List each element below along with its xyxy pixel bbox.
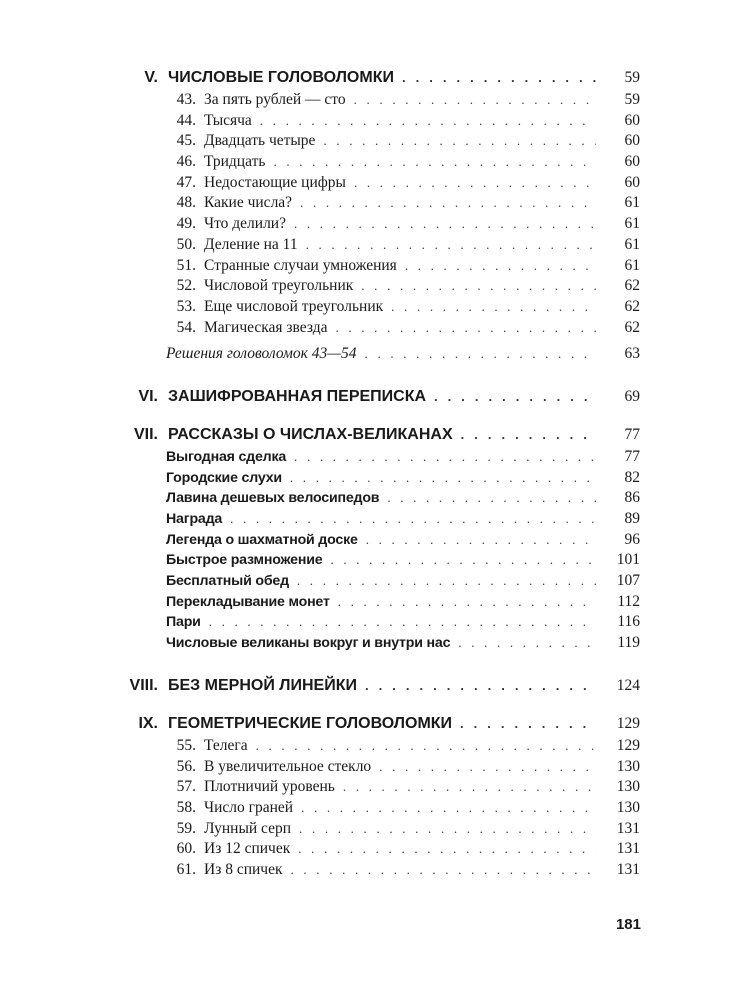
- page-ref: 61: [624, 256, 640, 274]
- story-title: Бесплатный обед: [166, 573, 289, 590]
- toc-item: [166, 777, 640, 798]
- page-ref: 107: [616, 572, 640, 590]
- chapter-title: РАССКАЗЫ О ЧИСЛАХ-ВЕЛИКАНАХ: [168, 425, 453, 443]
- toc-item: [166, 297, 640, 318]
- page-ref: 62: [624, 297, 640, 315]
- chapter-number: IX.: [138, 714, 158, 732]
- item-number: 52.: [176, 277, 196, 295]
- item-number: 49.: [176, 215, 196, 233]
- item-title: Двадцать четыре: [204, 132, 316, 150]
- item-title: Магическая звезда: [204, 318, 328, 336]
- dot-leader: [299, 819, 596, 840]
- page-ref: 130: [616, 778, 640, 796]
- chapter-title: ЗАШИФРОВАННАЯ ПЕРЕПИСКА: [168, 387, 427, 405]
- dot-leader: [354, 173, 596, 194]
- chapter-title: ГЕОМЕТРИЧЕСКИЕ ГОЛОВОЛОМКИ: [168, 714, 453, 732]
- table-of-contents: [0, 66, 750, 881]
- item-title: В увеличительное стекло: [204, 757, 372, 775]
- item-number: 60.: [176, 840, 196, 858]
- toc-item: [166, 839, 640, 860]
- chapter-number: V.: [144, 69, 158, 86]
- page-ref: 112: [617, 592, 640, 610]
- dot-leader: [338, 592, 596, 613]
- dot-leader: [291, 860, 597, 881]
- page-ref: 62: [624, 277, 640, 295]
- toc-item: [166, 819, 640, 840]
- item-number: 55.: [176, 736, 196, 754]
- story-title: Быстрое размножение: [166, 552, 323, 569]
- chapter-title: БЕЗ МЕРНОЙ ЛИНЕЙКИ: [168, 676, 357, 694]
- page-ref: 119: [617, 634, 640, 652]
- page-ref: 131: [616, 819, 640, 837]
- item-number: 61.: [176, 860, 196, 878]
- page-ref: 86: [624, 489, 640, 507]
- story-title: Пари: [166, 614, 201, 631]
- dot-leader: [461, 423, 596, 447]
- story-title: Перекладывание монет: [166, 593, 330, 610]
- solutions-title: Решения головоломок 43—54: [166, 345, 357, 363]
- toc-story: [166, 633, 640, 654]
- page-ref: 129: [616, 736, 640, 754]
- page-ref: 59: [624, 69, 640, 86]
- page-ref: 89: [624, 510, 640, 527]
- toc-item: [166, 214, 640, 235]
- toc-item: [166, 736, 640, 757]
- item-number: 43.: [176, 91, 196, 108]
- page-ref: 59: [624, 91, 640, 108]
- toc-item: [166, 256, 640, 277]
- dot-leader: [301, 798, 596, 819]
- story-title: Числовые великаны вокруг и внутри нас: [166, 635, 451, 652]
- toc-item: [166, 90, 640, 111]
- dot-leader: [458, 633, 596, 654]
- dot-leader: [209, 612, 596, 633]
- page-ref: 116: [617, 613, 640, 631]
- toc-chapter: [0, 674, 640, 698]
- dot-leader: [330, 550, 596, 571]
- story-title: Выгодная сделка: [166, 448, 287, 465]
- page-ref: 69: [624, 387, 640, 405]
- page-ref: 101: [616, 551, 640, 569]
- item-title: Лунный серп: [204, 819, 292, 837]
- toc-item: [166, 131, 640, 152]
- dot-leader: [260, 111, 596, 132]
- dot-leader: [290, 468, 596, 489]
- chapter-title: ЧИСЛОВЫЕ ГОЛОВОЛОМКИ: [168, 69, 394, 86]
- toc-story: [166, 530, 640, 551]
- item-number: 59.: [176, 819, 196, 837]
- item-title: Телега: [204, 736, 248, 754]
- page-ref: 77: [624, 425, 640, 443]
- dot-leader: [230, 509, 596, 530]
- dot-leader: [361, 276, 596, 297]
- toc-story: [166, 592, 640, 613]
- story-title: Награда: [166, 511, 223, 527]
- item-number: 54.: [176, 318, 196, 336]
- dot-leader: [434, 385, 596, 409]
- item-title: Тысяча: [204, 111, 252, 129]
- item-title: Число граней: [204, 798, 294, 816]
- item-title: Деление на 11: [204, 235, 298, 253]
- dot-leader: [323, 131, 596, 152]
- dot-leader: [402, 66, 596, 90]
- dot-leader: [297, 571, 596, 592]
- dot-leader: [306, 235, 596, 256]
- toc-chapter: [0, 66, 640, 90]
- toc-chapter: [0, 423, 640, 447]
- toc-story: [166, 571, 640, 592]
- item-number: 44.: [176, 111, 196, 129]
- story-title: Городские слухи: [166, 469, 282, 486]
- dot-leader: [379, 757, 596, 778]
- dot-leader: [343, 777, 596, 798]
- item-title: Числовой треугольник: [204, 277, 354, 295]
- page-number: 181: [615, 916, 641, 933]
- page-ref: 61: [624, 235, 640, 253]
- item-number: 46.: [176, 153, 196, 171]
- dot-leader: [365, 344, 596, 365]
- toc-story: [166, 509, 640, 530]
- item-title: Из 8 спичек: [204, 860, 283, 878]
- page-ref: 130: [616, 757, 640, 775]
- page-ref: 131: [616, 860, 640, 878]
- toc-item: [166, 318, 640, 339]
- toc-item: [166, 173, 640, 194]
- dot-leader: [298, 839, 596, 860]
- toc-story: [166, 488, 640, 509]
- page-ref: 131: [616, 840, 640, 858]
- item-number: 56.: [176, 757, 196, 775]
- item-title: Странные случаи умножения: [204, 256, 397, 274]
- page-ref: 124: [616, 676, 640, 694]
- story-title: Лавина дешевых велосипедов: [166, 490, 380, 507]
- dot-leader: [294, 447, 596, 468]
- toc-item: [166, 111, 640, 132]
- toc-item: [166, 798, 640, 819]
- dot-leader: [365, 674, 596, 698]
- item-number: 58.: [176, 798, 196, 816]
- dot-leader: [405, 256, 596, 277]
- chapter-number: VIII.: [129, 676, 158, 694]
- item-title: За пять рублей — сто: [204, 91, 346, 108]
- chapter-number: VII.: [133, 425, 158, 443]
- toc-item: [166, 193, 640, 214]
- page-ref: 62: [624, 318, 640, 336]
- toc-chapter: [0, 385, 640, 409]
- toc-story: [166, 612, 640, 633]
- dot-leader: [366, 530, 596, 551]
- dot-leader: [300, 193, 596, 214]
- item-number: 50.: [176, 235, 196, 253]
- page-ref: 61: [624, 215, 640, 233]
- dot-leader: [387, 488, 596, 509]
- page-ref: 60: [624, 173, 640, 191]
- dot-leader: [354, 90, 596, 111]
- dot-leader: [294, 214, 596, 235]
- page-ref: 77: [624, 447, 640, 465]
- page-ref: 60: [624, 132, 640, 150]
- page-ref: 60: [624, 153, 640, 171]
- item-title: Из 12 спичек: [204, 840, 291, 858]
- story-title: Легенда о шахматной доске: [166, 531, 358, 548]
- dot-leader: [273, 152, 596, 173]
- page-ref: 130: [616, 798, 640, 816]
- item-number: 48.: [176, 194, 196, 212]
- page-ref: 60: [624, 111, 640, 129]
- page-ref: 129: [616, 714, 640, 732]
- page-ref: 61: [624, 194, 640, 212]
- page-ref: 63: [624, 345, 640, 363]
- chapter-number: VI.: [138, 387, 158, 405]
- dot-leader: [391, 297, 596, 318]
- item-title: Что делили?: [204, 215, 286, 233]
- item-title: Плотничий уровень: [204, 778, 335, 796]
- item-title: Тридцать: [204, 153, 266, 171]
- toc-story: [166, 550, 640, 571]
- toc-item: [166, 276, 640, 297]
- toc-story: [166, 468, 640, 489]
- page-ref: 82: [624, 468, 640, 486]
- item-number: 45.: [176, 132, 196, 150]
- item-number: 53.: [176, 297, 196, 315]
- toc-item: [166, 235, 640, 256]
- item-number: 57.: [176, 778, 196, 796]
- item-title: Какие числа?: [204, 194, 293, 212]
- item-number: 47.: [176, 173, 196, 191]
- item-title: Недостающие цифры: [204, 173, 346, 191]
- dot-leader: [460, 712, 596, 736]
- toc-item: [166, 757, 640, 778]
- toc-story: [166, 447, 640, 468]
- page-ref: 96: [624, 530, 640, 548]
- item-number: 51.: [176, 256, 196, 274]
- item-title: Еще числовой треугольник: [204, 297, 384, 315]
- toc-solutions: [166, 344, 640, 365]
- dot-leader: [335, 318, 596, 339]
- dot-leader: [256, 736, 596, 757]
- toc-chapter: [0, 712, 640, 736]
- toc-item: [166, 152, 640, 173]
- toc-item: [166, 860, 640, 881]
